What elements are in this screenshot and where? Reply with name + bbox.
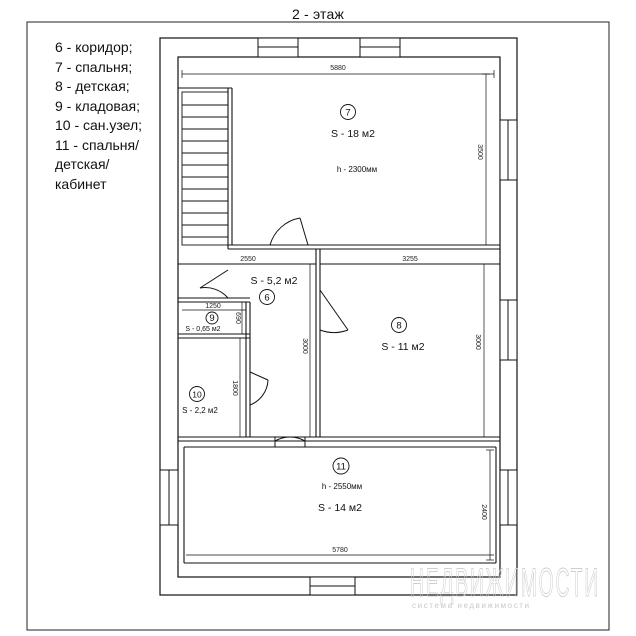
dim-pantry-height: 690 [234, 312, 241, 324]
room-8 [381, 318, 424, 354]
room-area: S - 11 м2 [381, 341, 425, 353]
door-bathroom [250, 372, 268, 380]
room-area: S - 5,2 м2 [250, 275, 298, 287]
dim-corridor-height: 3000 [301, 338, 308, 354]
room-number: 7 [345, 107, 351, 119]
dim-top-width: 5880 [330, 65, 346, 72]
room-9 [185, 312, 220, 333]
room-number: 6 [264, 292, 270, 304]
dim-bottom-height: 2400 [480, 504, 487, 520]
dim-bath-height: 1800 [231, 380, 238, 396]
room-area: S - 0,65 м2 [185, 326, 221, 333]
dim-bottom-width: 5780 [332, 547, 348, 554]
room-number: 8 [396, 320, 402, 332]
room-number: 11 [336, 461, 346, 473]
watermark [410, 561, 600, 610]
room-area: S - 2,2 м2 [182, 406, 218, 415]
dim-corridor-width: 2550 [240, 256, 256, 263]
room-number: 9 [209, 313, 215, 324]
door-room8 [320, 290, 348, 330]
floor-title: 2 - этаж [291, 6, 345, 22]
room-11 [318, 458, 362, 514]
dim-room8-width: 3255 [402, 256, 418, 263]
watermark-tagline: система недвижимости [412, 601, 531, 610]
doors [200, 218, 348, 447]
legend-item: 10 - сан.узел; [55, 117, 143, 133]
room-6 [251, 275, 298, 305]
door-pantry [200, 270, 228, 288]
legend-item: детская/ [55, 156, 110, 172]
drawing-frame [27, 22, 609, 630]
dim-room8-height: 3000 [474, 334, 481, 350]
legend-item: 6 - коридор; [55, 39, 133, 55]
dim-top-height: 3500 [476, 144, 483, 160]
door-room7 [300, 218, 308, 245]
legend-item: 8 - детская; [55, 78, 130, 94]
interior-walls [178, 88, 500, 563]
room-area: S - 14 м2 [318, 502, 362, 514]
watermark-brand: НЕДВИЖИМОСТИ [410, 561, 600, 605]
room-number: 10 [192, 389, 202, 400]
room-7 [331, 105, 377, 175]
legend-item: 11 - спальня/ [55, 136, 140, 153]
room-height: h - 2550мм [321, 482, 363, 491]
room-10 [182, 387, 218, 416]
staircase [182, 92, 228, 245]
legend-item: 7 - спальня; [55, 58, 133, 75]
legend-item: 9 - кладовая; [55, 97, 140, 114]
room-area: S - 18 м2 [331, 128, 375, 140]
dim-pantry-width: 1250 [205, 303, 221, 310]
room-height: h - 2300мм [336, 165, 378, 174]
legend-item: кабинет [55, 175, 107, 192]
